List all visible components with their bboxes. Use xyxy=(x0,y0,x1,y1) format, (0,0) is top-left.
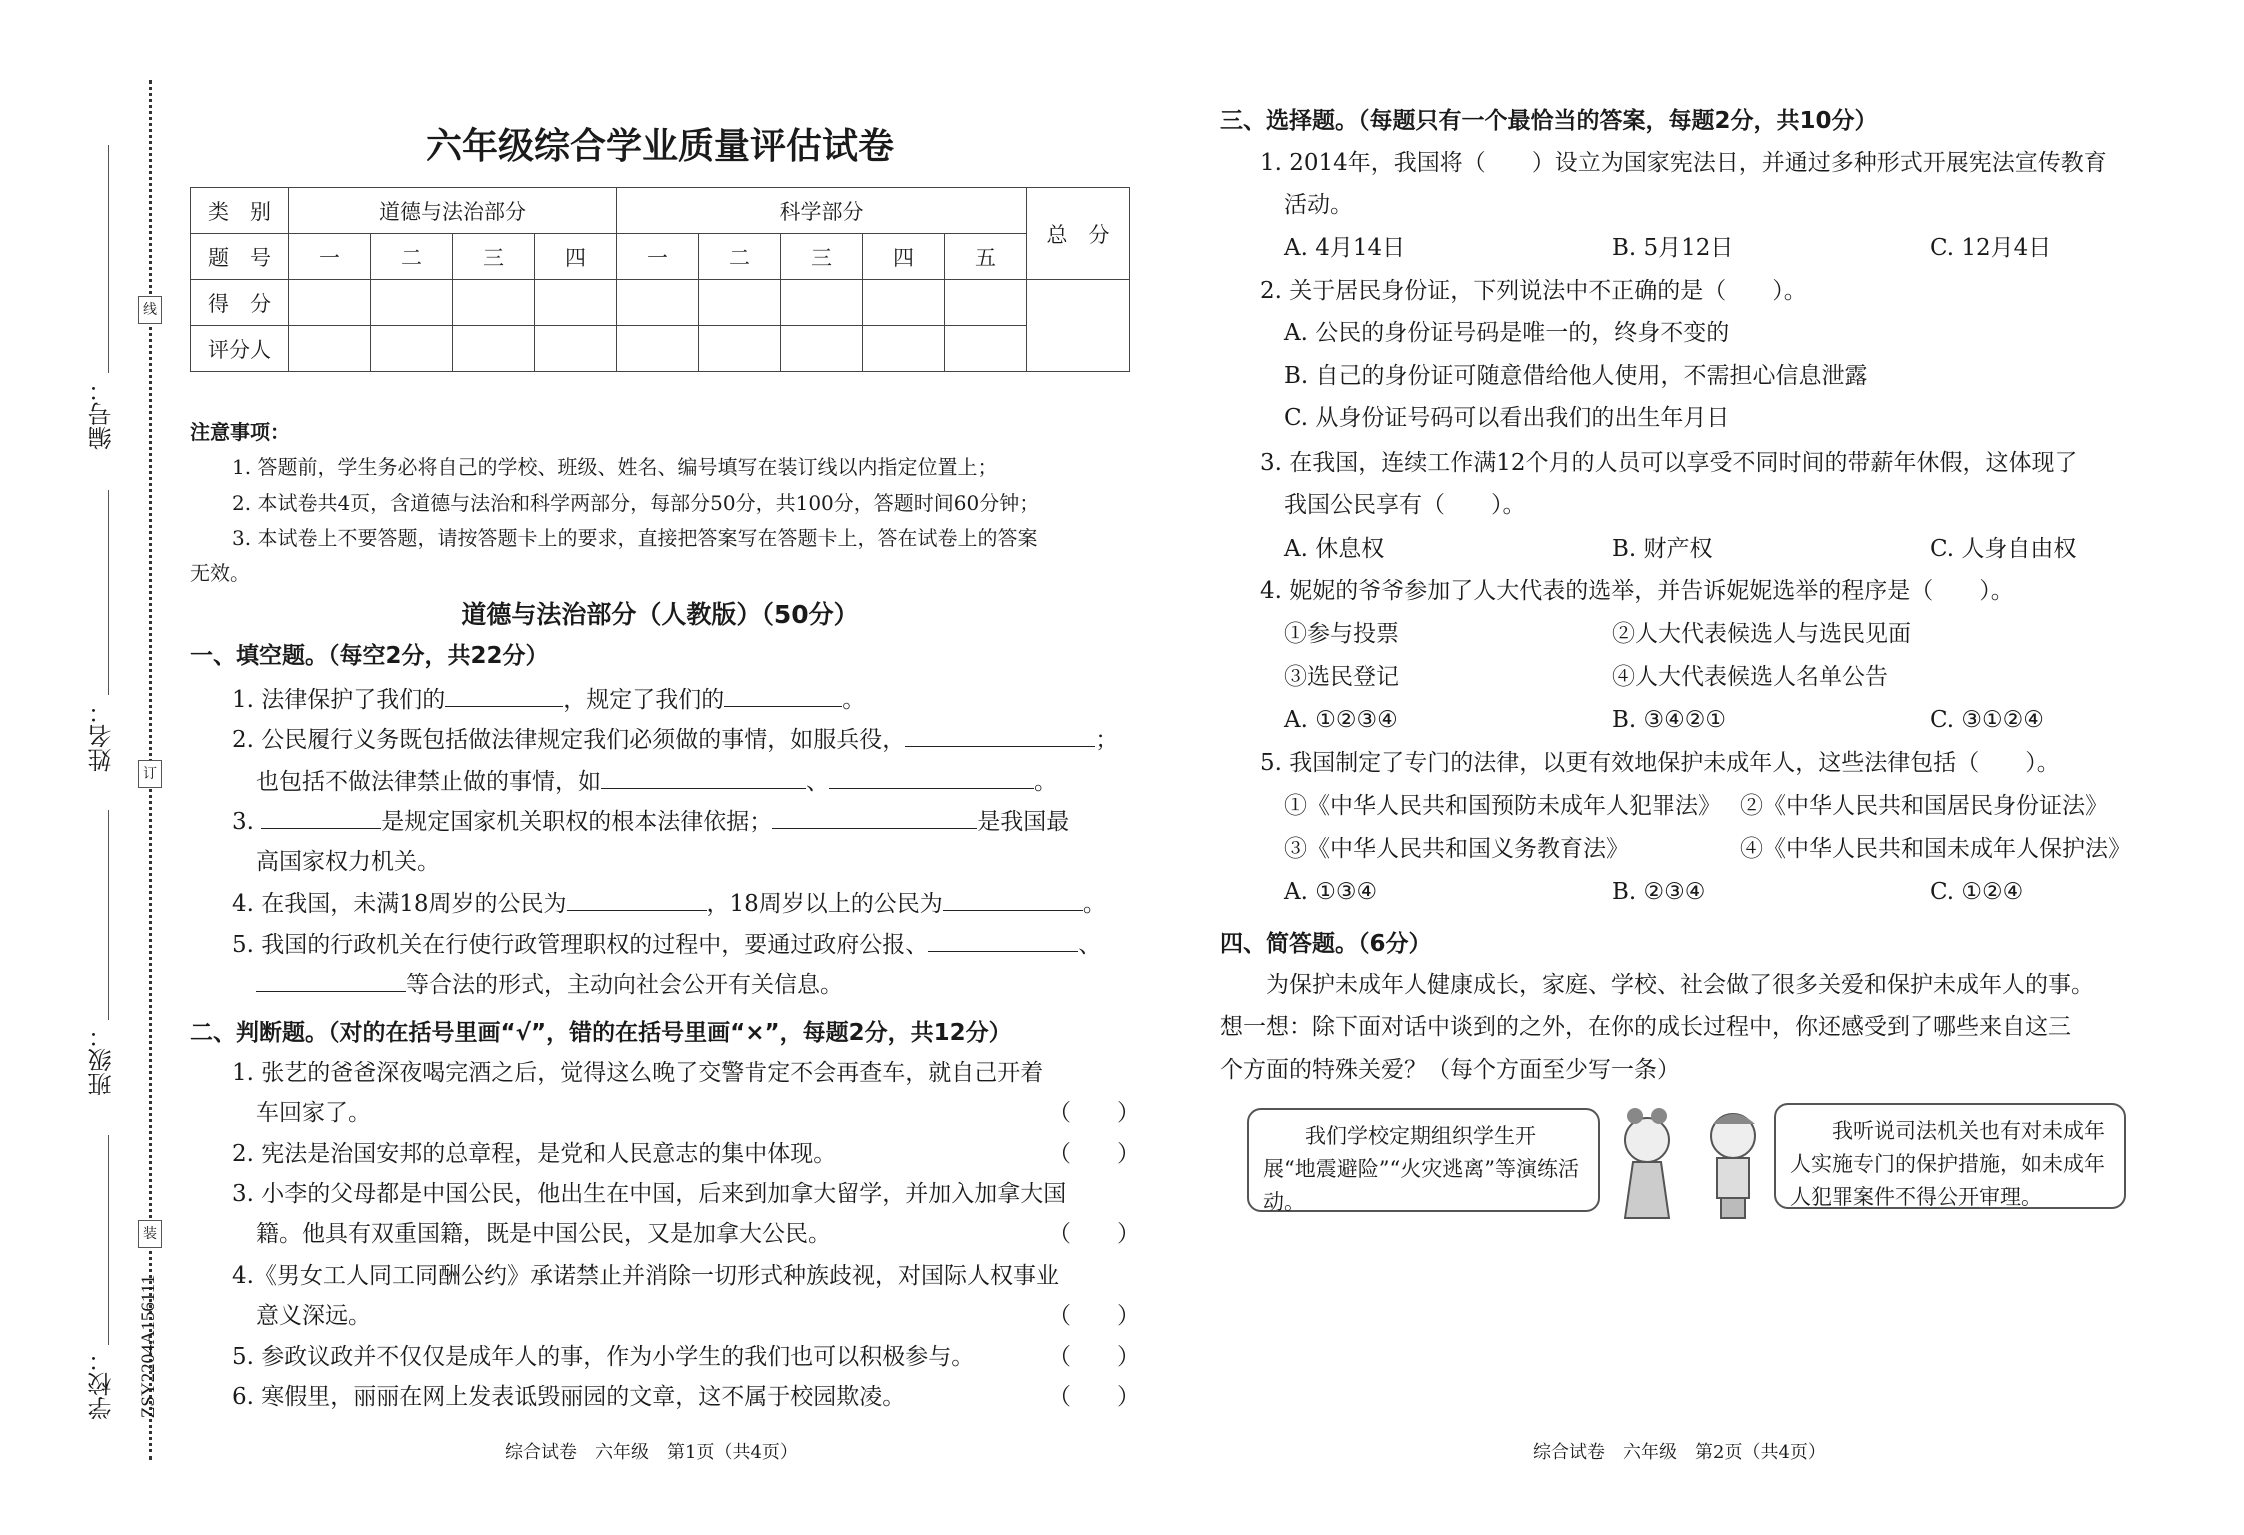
notes-heading: 注意事项： xyxy=(190,420,290,444)
blank[interactable] xyxy=(567,888,707,911)
option[interactable]: B. 自己的身份证可随意借给他人使用，不需担心信息泄露 xyxy=(1284,363,1868,389)
cell-q: 五 xyxy=(945,234,1027,280)
choice-q1-cont: 活动。 xyxy=(1284,192,1353,218)
answer-paren[interactable]: （ ） xyxy=(1048,1221,1140,1247)
choice-q4: 4. 妮妮的爷爷参加了人大代表的选举，并告诉妮妮选举的程序是（ ）。 xyxy=(1260,578,2014,604)
answer-paren[interactable]: （ ） xyxy=(1048,1384,1140,1410)
number-field[interactable] xyxy=(108,145,109,373)
blank[interactable] xyxy=(724,684,842,707)
choice-q3: 3. 在我国，连续工作满12个月的人员可以享受不同时间的带薪年休假，这体现了 xyxy=(1260,450,2078,476)
judge-line: 5. 参政议政并不仅仅是成年人的事，作为小学生的我们也可以积极参与。 xyxy=(232,1344,975,1370)
judge-line: 6. 寒假里，丽丽在网上发表诋毁丽园的文章，这不属于校园欺凌。 xyxy=(232,1384,906,1410)
fill-q5: 5. 我国的行政机关在行使行政管理职权的过程中，要通过政府公报、 、 xyxy=(232,929,1101,960)
cell-total: 总 分 xyxy=(1027,188,1130,280)
cell-science: 科学部分 xyxy=(617,188,1027,234)
judge-line: 车回家了。 xyxy=(256,1100,371,1126)
option[interactable]: C. 人身自由权 xyxy=(1930,536,2077,562)
law: ②《中华人民共和国居民身份证法》 xyxy=(1740,793,2108,819)
law: ④《中华人民共和国未成年人保护法》 xyxy=(1740,836,2131,862)
part-title: 道德与法治部分（人教版）（50分） xyxy=(461,600,859,629)
speech-bubble-girl: 我们学校定期组织学生开展“地震避险”“火灾逃离”等演练活动。 xyxy=(1247,1108,1600,1212)
judge-line: 3. 小李的父母都是中国公民，他出生在中国，后来到加拿大留学，并加入加拿大国 xyxy=(232,1181,1067,1207)
answer-paren[interactable]: （ ） xyxy=(1048,1344,1140,1370)
note-item: 2. 本试卷共4页，含道德与法治和科学两部分，每部分50分，共100分，答题时间60分钟； xyxy=(232,491,1040,515)
option[interactable]: C. ③①②④ xyxy=(1930,707,2044,733)
option[interactable]: A. 4月14日 xyxy=(1284,235,1406,261)
fill-q2-cont: 也包括不做法律禁止做的事情，如 、 。 xyxy=(256,766,1057,797)
option[interactable]: A. 公民的身份证号码是唯一的，终身不变的 xyxy=(1284,320,1730,346)
cell-morality: 道德与法治部分 xyxy=(289,188,617,234)
section-3-heading: 三、选择题。（每题只有一个最恰当的答案，每题2分，共10分） xyxy=(1220,108,1878,134)
step: ②人大代表候选人与选民见面 xyxy=(1612,621,1911,647)
cell-q: 三 xyxy=(781,234,863,280)
step: ④人大代表候选人名单公告 xyxy=(1612,664,1888,690)
label-class: 班级： xyxy=(88,1024,116,1096)
answer-paren[interactable]: （ ） xyxy=(1048,1141,1140,1167)
choice-q2: 2. 关于居民身份证，下列说法中不正确的是（ ）。 xyxy=(1260,278,1807,304)
option[interactable]: B. 财产权 xyxy=(1612,536,1713,562)
judge-line: 籍。他具有双重国籍，既是中国公民，又是加拿大公民。 xyxy=(256,1221,831,1247)
blank[interactable] xyxy=(928,929,1078,952)
blank[interactable] xyxy=(445,684,563,707)
option[interactable]: B. 5月12日 xyxy=(1612,235,1734,261)
footer-page-1: 综合试卷 六年级 第1页（共4页） xyxy=(505,1442,798,1463)
cell-q: 二 xyxy=(699,234,781,280)
label-school: 学校： xyxy=(88,1348,116,1420)
blank[interactable] xyxy=(829,766,1034,789)
choice-q1: 1. 2014年，我国将（ ）设立为国家宪法日，并通过多种形式开展宪法宣传教育 xyxy=(1260,150,2107,176)
section-2-heading: 二、判断题。（对的在括号里画“√”，错的在括号里画“×”，每题2分，共12分） xyxy=(190,1020,1012,1046)
answer-paren[interactable]: （ ） xyxy=(1048,1303,1140,1329)
step: ①参与投票 xyxy=(1284,621,1399,647)
option[interactable]: B. ③④②① xyxy=(1612,707,1727,733)
answer-paren[interactable]: （ ） xyxy=(1048,1100,1140,1126)
option[interactable]: A. ①②③④ xyxy=(1284,707,1398,733)
paper-code: ZSY2204A156111 xyxy=(138,1275,159,1419)
option[interactable]: C. 12月4日 xyxy=(1930,235,2052,261)
binding-mark-line: 线 xyxy=(138,296,162,324)
choice-q3-cont: 我国公民享有（ ）。 xyxy=(1284,492,1526,518)
school-field[interactable] xyxy=(108,1135,109,1345)
blank[interactable] xyxy=(905,724,1095,747)
class-field[interactable] xyxy=(108,810,109,1020)
cell-question-no: 题 号 xyxy=(191,234,289,280)
choice-q5: 5. 我国制定了专门的法律，以更有效地保护未成年人，这些法律包括（ ）。 xyxy=(1260,750,2060,776)
cell-q: 四 xyxy=(863,234,945,280)
children-illustration-icon xyxy=(1605,1100,1775,1220)
fill-q1: 1. 法律保护了我们的 ，规定了我们的 。 xyxy=(232,684,865,715)
footer-page-2: 综合试卷 六年级 第2页（共4页） xyxy=(1533,1442,1826,1463)
judge-line: 4.《男女工人同工同酬公约》承诺禁止并消除一切形式种族歧视，对国际人权事业 xyxy=(232,1263,1059,1289)
prompt-line: 想一想：除下面对话中谈到的之外，在你的成长过程中，你还感受到了哪些来自这三 xyxy=(1220,1014,2071,1040)
fill-q3-cont: 高国家权力机关。 xyxy=(256,849,440,875)
blank[interactable] xyxy=(943,888,1083,911)
prompt-line: 为保护未成年人健康成长，家庭、学校、社会做了很多关爱和保护未成年人的事。 xyxy=(1266,972,2094,998)
option[interactable]: C. ①②④ xyxy=(1930,879,2024,905)
cell-q: 一 xyxy=(617,234,699,280)
note-item: 3. 本试卷上不要答题，请按答题卡上的要求，直接把答案写在答题卡上，答在试卷上的答案 xyxy=(232,526,1038,550)
note-item: 1. 答题前，学生务必将自己的学校、班级、姓名、编号填写在装订线以内指定位置上； xyxy=(232,455,998,479)
option[interactable]: C. 从身份证号码可以看出我们的出生年月日 xyxy=(1284,405,1730,431)
cell-score-label: 得 分 xyxy=(191,280,289,326)
blank[interactable] xyxy=(256,969,406,992)
score-table xyxy=(190,187,1130,372)
note-item: 无效。 xyxy=(190,561,250,585)
cell-grader-label: 评分人 xyxy=(191,326,289,372)
blank[interactable] xyxy=(601,766,806,789)
binding-mark-bind: 装 xyxy=(138,1220,162,1248)
cell-category: 类 别 xyxy=(191,188,289,234)
section-1-heading: 一、填空题。（每空2分，共22分） xyxy=(190,643,549,669)
judge-line: 意义深远。 xyxy=(256,1303,371,1329)
judge-line: 1. 张艺的爸爸深夜喝完酒之后，觉得这么晚了交警肯定不会再查车，就自己开着 xyxy=(232,1060,1044,1086)
blank[interactable] xyxy=(261,806,381,829)
cell-q: 一 xyxy=(289,234,371,280)
cell-q: 三 xyxy=(453,234,535,280)
option[interactable]: A. 休息权 xyxy=(1284,536,1385,562)
prompt-line: 个方面的特殊关爱？（每个方面至少写一条） xyxy=(1220,1057,1680,1083)
cell-q: 二 xyxy=(371,234,453,280)
law: ③《中华人民共和国义务教育法》 xyxy=(1284,836,1629,862)
law: ①《中华人民共和国预防未成年人犯罪法》 xyxy=(1284,793,1721,819)
label-number: 编号： xyxy=(88,378,116,450)
binding-mark-order: 订 xyxy=(138,760,162,788)
section-4-heading: 四、简答题。（6分） xyxy=(1220,931,1432,957)
speech-bubble-boy: 我听说司法机关也有对未成年人实施专门的保护措施，如未成年人犯罪案件不得公开审理。 xyxy=(1774,1103,2126,1209)
fill-q4: 4. 在我国，未满18周岁的公民为 ，18周岁以上的公民为 。 xyxy=(232,888,1106,919)
step: ③选民登记 xyxy=(1284,664,1399,690)
fill-q2: 2. 公民履行义务既包括做法律规定我们必须做的事情，如服兵役， ； xyxy=(232,724,1118,755)
label-name: 姓名： xyxy=(88,700,116,772)
page-title: 六年级综合学业质量评估试卷 xyxy=(425,126,894,167)
fill-q5-cont: 等合法的形式，主动向社会公开有关信息。 xyxy=(256,969,843,1000)
cell-total-score xyxy=(1027,280,1130,372)
option[interactable]: B. ②③④ xyxy=(1612,879,1706,905)
judge-line: 2. 宪法是治国安邦的总章程，是党和人民意志的集中体现。 xyxy=(232,1141,837,1167)
cell-q: 四 xyxy=(535,234,617,280)
blank[interactable] xyxy=(772,806,977,829)
name-field[interactable] xyxy=(108,490,109,695)
option[interactable]: A. ①③④ xyxy=(1284,879,1378,905)
fill-q3: 3. 是规定国家机关职权的根本法律依据； 是我国最 xyxy=(232,806,1069,837)
